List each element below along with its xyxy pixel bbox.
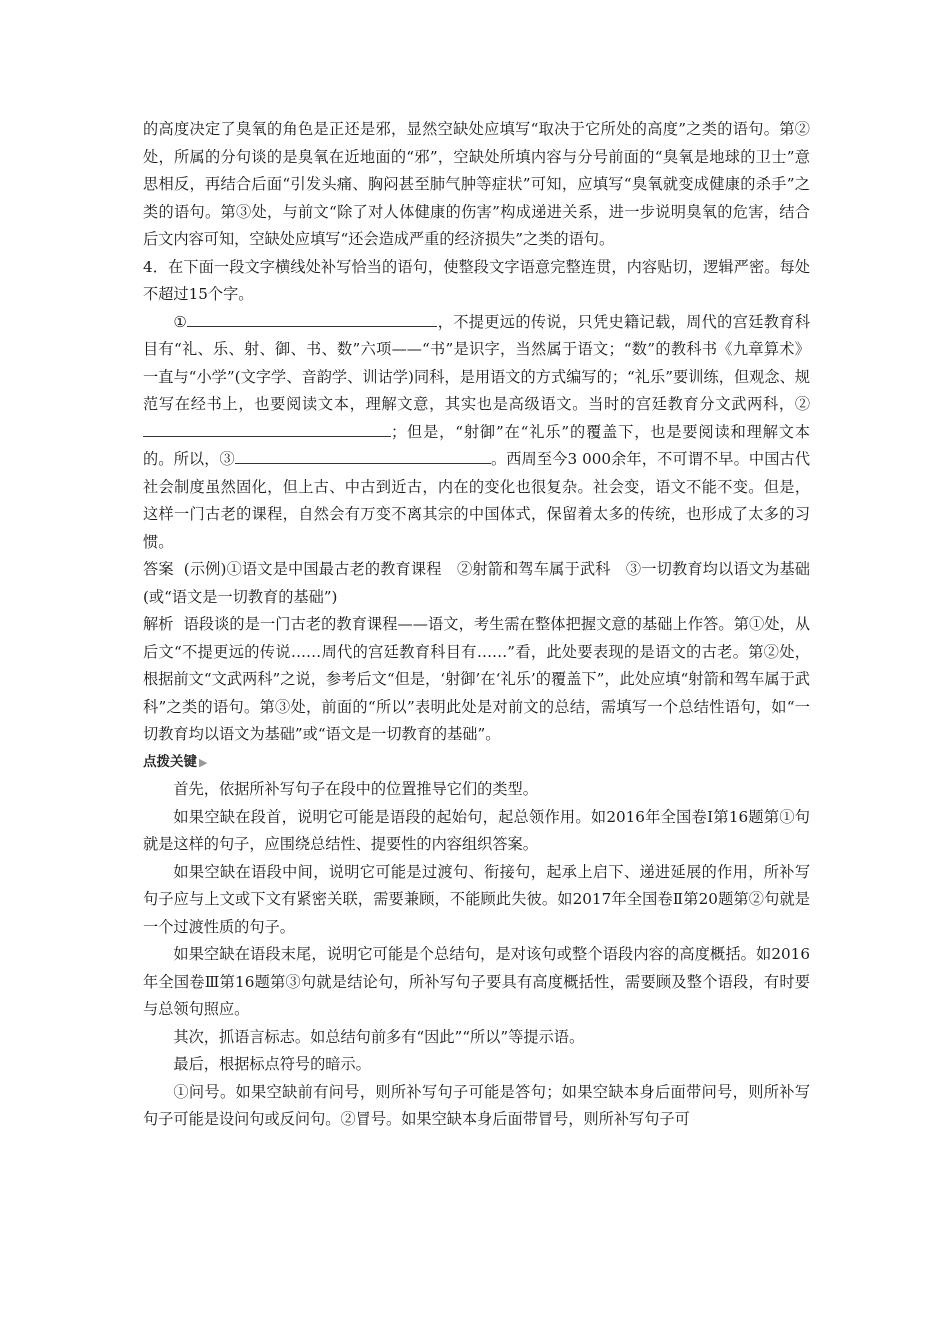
answer-blank-3[interactable]: [235, 449, 491, 464]
tips-paragraph-6: 最后，根据标点符号的暗示。: [173, 1055, 371, 1073]
analysis-paragraph: [143, 611, 810, 749]
tips-title: 点拨关键: [143, 753, 197, 770]
tips-heading: [143, 749, 810, 777]
question-4-prompt: 4．在下面一段文字横线处补写恰当的语句，使整段文字语意完整连贯，内容贴切，逻辑严密。每处不超过15个字。: [143, 257, 810, 303]
question-4-passage: [143, 309, 810, 557]
passage-segment-3: 。西周至今3 000余年，不可谓不早。中国古代社会制度虽然固化，但上古、中古到近古，内在的变化也很复杂。社会变，语文不能不变。但是，这样一门古老的课程，自然会有万变不离其宗的中国体式，保留着太多的传统，也形成了太多的习惯。: [143, 450, 811, 551]
tips-paragraph-3: 如果空缺在语段中间，说明它可能是过渡句、衔接句，起承上启下、递进延展的作用，所补写句子应与上文或下文有紧密关联，需要兼顾，不能顾此失彼。如2017年全国卷Ⅱ第20题第②句就是一个过渡性质的句子。: [143, 862, 810, 936]
answer-blank-1[interactable]: [187, 312, 437, 327]
tips-paragraph-1: 首先，依据所补写句子在段中的位置推导它们的类型。: [173, 780, 538, 798]
answer-paragraph: [143, 556, 810, 611]
intro-paragraph: 的高度决定了臭氧的角色是正还是邪，显然空缺处应填写“取决于它所处的高度”之类的语句。第②处，所属的分句谈的是臭氧在近地面的“邪”，空缺处所填内容与分号前面的“臭氧是地球的卫士”意思相反，再结合后面“引发头痛、胸闷甚至肺气肿等症状”可知，应填写“臭氧就变成健康的杀手”之类的语句。第③处，与前文“除了对人体健康的伤害”构成递进关系，进一步说明臭氧的危害，结合后文内容可知，空缺处应填写“还会造成严重的经济损失”之类的语句。: [143, 120, 810, 248]
document-page: [143, 116, 810, 1134]
tips-paragraph-5: 其次，抓语言标志。如总结句前多有“因此”“所以”等提示语。: [173, 1027, 585, 1046]
answer-text: (示例)①语文是中国最古老的教育课程 ②射箭和驾车属于武科 ③一切教育均以语文为基础(或“语文是一切教育的基础”): [143, 560, 810, 606]
answer-label: 答案: [143, 560, 174, 578]
analysis-label: 解析: [143, 615, 174, 633]
tips-paragraph-7: ①问号。如果空缺前有问号，则所补写句子可能是答句；如果空缺本身后面带问号，则所补写句子可能是设问句或反问句。②冒号。如果空缺本身后面带冒号，则所补写句子可: [143, 1082, 810, 1128]
tips-paragraph-2: 如果空缺在段首，说明它可能是语段的起始句，起总领作用。如2016年全国卷Ⅰ第16题第①句就是这样的句子，应围绕总结性、提要性的内容组织答案。: [143, 807, 810, 853]
blank-1-marker: ①: [173, 312, 188, 331]
play-triangle-icon: ▶: [199, 755, 208, 769]
answer-blank-2[interactable]: [143, 422, 391, 437]
analysis-text: 语段谈的是一门古老的教育课程——语文，考生需在整体把握文意的基础上作答。第①处，从后文“不提更远的传说……周代的宫廷教育科目有……”看，此处要表现的是语文的古老。第②处，根据前文“文武两科”之说，参考后文“但是，‘射御’在‘礼乐’的覆盖下”，此处应填“射箭和驾车属于武科”之类的语句。第③处，前面的“所以”表明此处是对前文的总结，需填写一个总结性语句，如“一切教育均以语文为基础”或“语文是一切教育的基础”。: [143, 615, 811, 743]
passage-segment-1: ，不提更远的传说，只凭史籍记载，周代的宫廷教育科目有“礼、乐、射、御、书、数”六项——“书”是识字，当然属于语文；“数”的教科书《九章算术》一直与“小学”(文字学、音韵学、训诂学)同科，是用语文的方式编写的；“礼乐”要训练，但观念、规范写在经书上，也要阅读文本，理解文意，其实也是高级语文。当时的宫廷教育分文武两科，②: [143, 312, 811, 413]
tips-paragraph-4: 如果空缺在语段末尾，说明它可能是个总结句，是对该句或整个语段内容的高度概括。如2016年全国卷Ⅲ第16题第③句就是结论句，所补写句子要具有高度概括性，需要顾及整个语段，有时要与总领句照应。: [143, 945, 810, 1018]
passage-segment-2: ；但是，“射御”在“礼乐”的覆盖下，也是要阅读和理解文本的。所以，③: [143, 422, 810, 468]
